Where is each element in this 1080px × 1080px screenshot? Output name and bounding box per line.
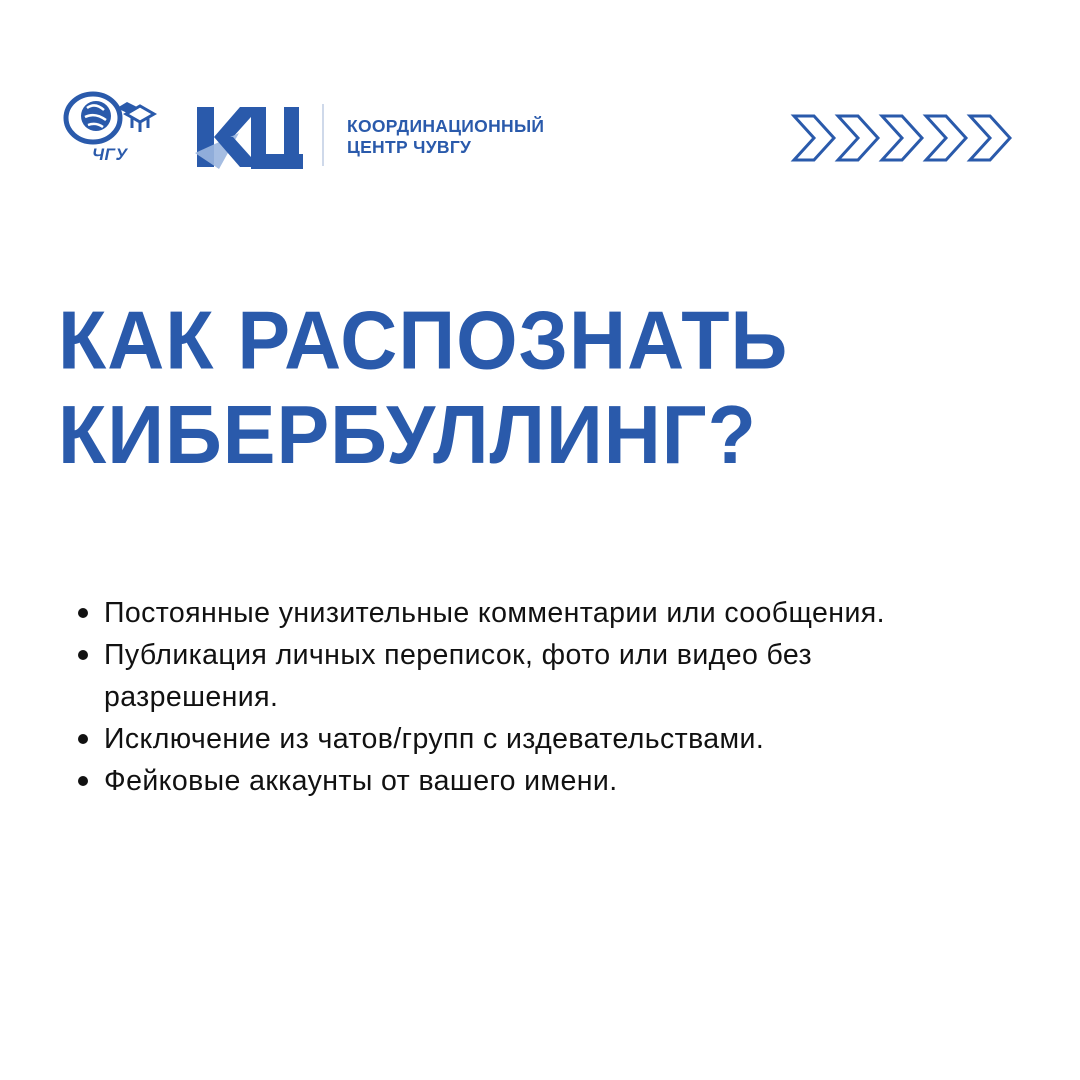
list-item <box>78 634 978 718</box>
bullet-dot-icon <box>78 608 88 618</box>
page-title <box>58 293 788 482</box>
caption-line-1: КООРДИНАЦИОННЫЙ <box>347 116 545 136</box>
title-line-2: КИБЕРБУЛЛИНГ? <box>58 387 757 481</box>
list-item-text: Постоянные унизительные комментарии или сообщения. <box>104 597 885 629</box>
list-item-text: Фейковые аккаунты от вашего имени. <box>104 765 618 797</box>
bullet-dot-icon <box>78 776 88 786</box>
list-item <box>78 718 978 760</box>
list-item-text: Исключение из чатов/групп с издевательствами. <box>104 723 765 755</box>
bullet-dot-icon <box>78 734 88 744</box>
logo-divider <box>322 104 324 166</box>
chevrons-decoration-icon <box>790 108 1012 168</box>
list-item-text: Публикация личных переписок, фото или видео без разрешения. <box>104 639 813 713</box>
kc-logo-icon <box>193 105 303 169</box>
list-item <box>78 760 978 802</box>
list-item <box>78 592 978 634</box>
logo-caption <box>347 116 544 158</box>
university-logo-text: ЧГУ <box>92 145 128 164</box>
bullet-dot-icon <box>78 650 88 660</box>
title-line-1: КАК РАСПОЗНАТЬ <box>58 293 789 387</box>
signs-list <box>78 592 978 802</box>
caption-line-2: ЦЕНТР ЧУВГУ <box>347 137 472 157</box>
